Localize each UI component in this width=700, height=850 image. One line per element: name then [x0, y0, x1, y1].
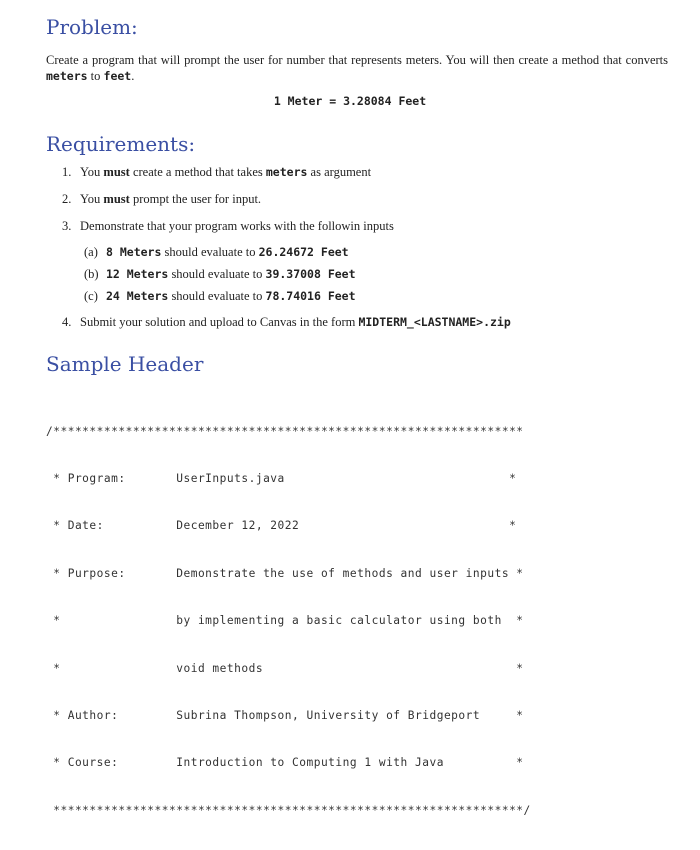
item-number: 3. — [62, 219, 72, 233]
item-text: Submit your solution and upload to Canvas in the form — [80, 315, 359, 329]
code-line: /***************************************************************** — [46, 424, 524, 438]
code-feet: feet — [103, 69, 132, 83]
sub-requirement-item — [84, 267, 356, 282]
sample-header-heading: Sample Header — [46, 352, 204, 376]
requirement-item — [62, 165, 371, 180]
problem-text-end: . — [131, 69, 135, 83]
code-line: * void methods * — [46, 661, 524, 675]
sub-item-text: should evaluate to — [168, 267, 266, 281]
item-text: create a method that takes — [129, 165, 266, 179]
sub-item-label: (a) — [84, 245, 98, 259]
sub-item-input: 24 Meters — [106, 289, 169, 303]
item-number: 1. — [62, 165, 72, 179]
requirement-item — [62, 219, 394, 234]
sub-item-text: should evaluate to — [168, 289, 266, 303]
item-bold: must — [103, 165, 130, 179]
problem-text: Create a program that will prompt the user for number that represents meters. You will then create a method that converts — [46, 53, 668, 67]
item-text: You — [80, 165, 104, 179]
item-text: Demonstrate that your program works with the followin inputs — [80, 219, 394, 233]
sub-item-label: (b) — [84, 267, 99, 281]
code-line: * Purpose: Demonstrate the use of methods and user inputs * — [46, 566, 524, 580]
sub-item-input: 12 Meters — [106, 267, 169, 281]
code-line: * by implementing a basic calculator using both * — [46, 614, 524, 628]
sample-header-code-block — [46, 392, 531, 850]
sub-requirement-item — [84, 289, 356, 304]
code-line: * Date: December 12, 2022 * — [46, 519, 517, 533]
sub-item-input: 8 Meters — [106, 245, 162, 259]
sub-item-label: (c) — [84, 289, 98, 303]
item-text: prompt the user for input. — [129, 192, 262, 206]
problem-paragraph — [46, 52, 668, 84]
code-line: * Author: Subrina Thompson, University of Bridgeport * — [46, 708, 524, 722]
sub-item-output: 78.74016 Feet — [265, 289, 356, 303]
code-line: *****************************************************************/ — [46, 803, 531, 817]
sub-item-text: should evaluate to — [161, 245, 259, 259]
sub-item-output: 39.37008 Feet — [265, 267, 356, 281]
item-bold: must — [103, 192, 130, 206]
sub-item-output: 26.24672 Feet — [258, 245, 349, 259]
requirements-heading: Requirements: — [46, 132, 196, 156]
requirement-item — [62, 192, 261, 207]
item-text: You — [80, 192, 104, 206]
requirement-item — [62, 315, 511, 330]
sub-requirement-item — [84, 245, 349, 260]
code-meters: meters — [46, 69, 88, 83]
item-code: meters — [265, 165, 308, 179]
code-line: * Program: UserInputs.java * — [46, 471, 517, 485]
conversion-formula: 1 Meter = 3.28084 Feet — [273, 94, 427, 108]
item-number: 4. — [62, 315, 72, 329]
item-text: as argument — [307, 165, 372, 179]
problem-heading: Problem: — [46, 15, 138, 39]
item-number: 2. — [62, 192, 72, 206]
item-code: MIDTERM_<LASTNAME>.zip — [358, 315, 511, 329]
code-line: * Course: Introduction to Computing 1 with Java * — [46, 756, 524, 770]
problem-text-to: to — [87, 69, 104, 83]
